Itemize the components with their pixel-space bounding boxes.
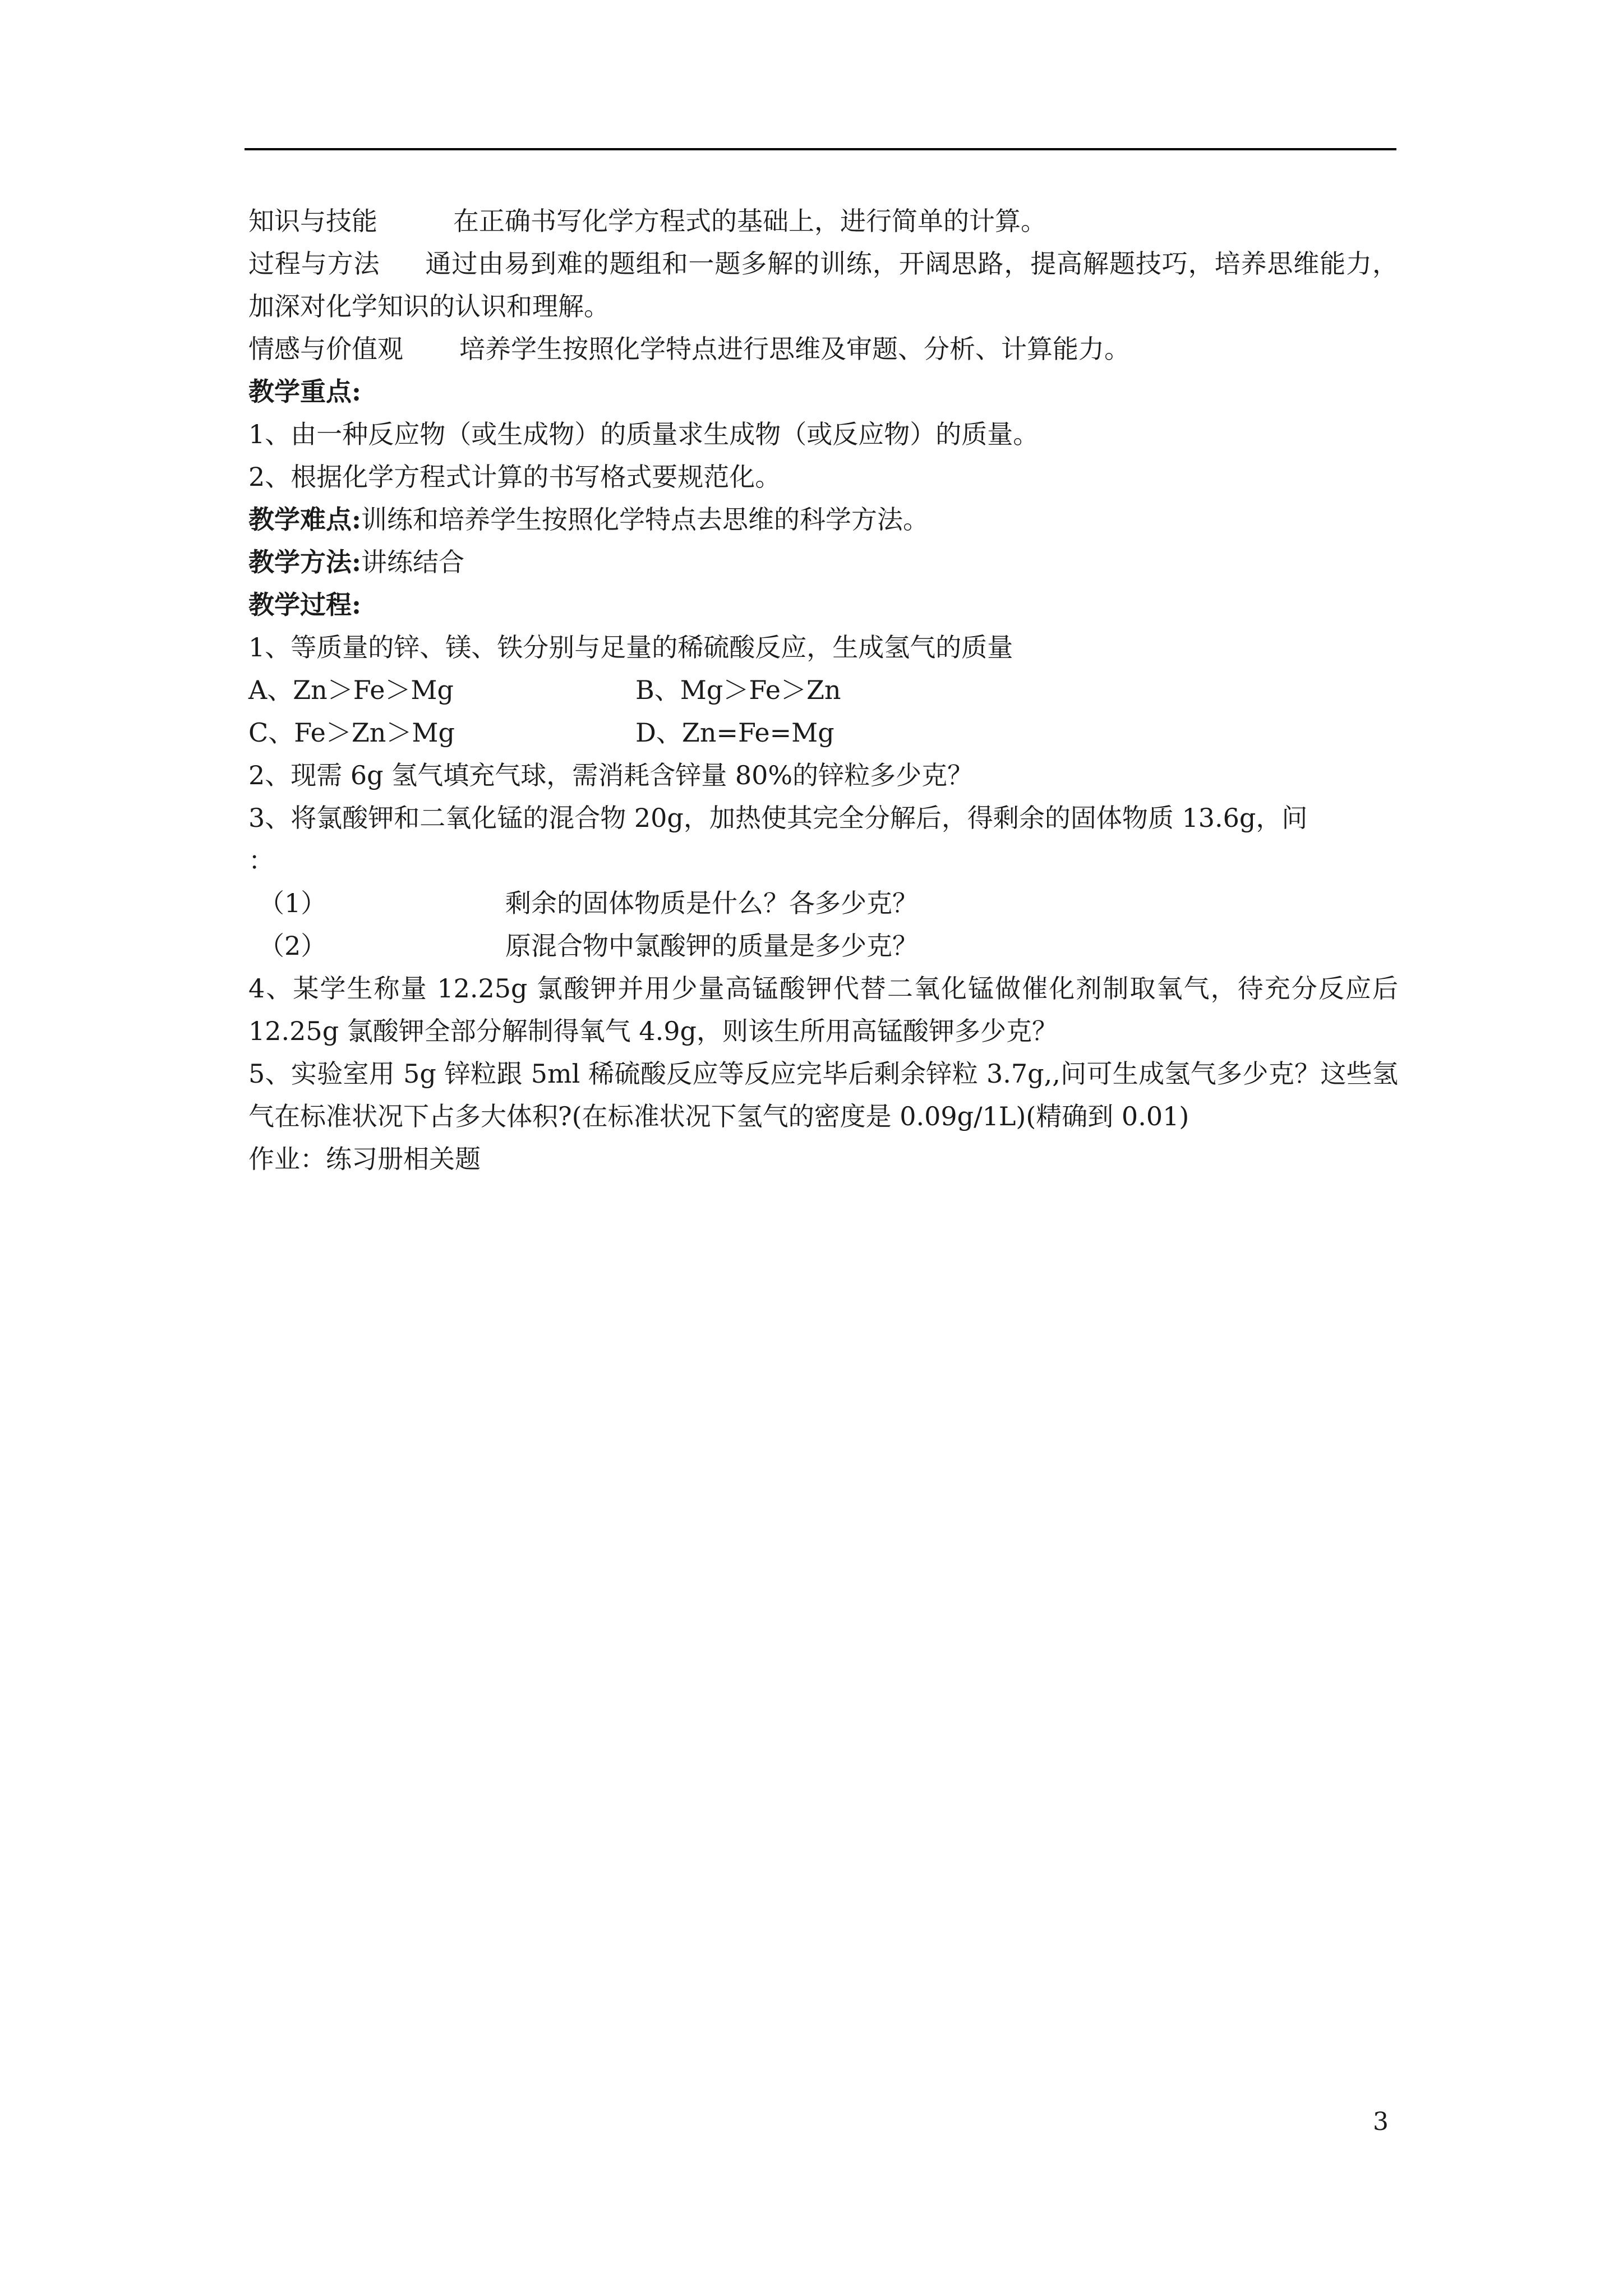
question-1-options-cd bbox=[248, 711, 1398, 754]
process-text: 通过由易到难的题组和一题多解的训练，开阔思路，提高解题技巧，培养思维能力，加深对化学知识的认识和理解。 bbox=[248, 249, 1399, 321]
question-3-sub-2 bbox=[248, 924, 1398, 967]
knowledge-label: 知识与技能 bbox=[248, 206, 377, 236]
objective-emotion bbox=[248, 328, 1398, 370]
document-body bbox=[248, 200, 1398, 1180]
question-3-sub-1 bbox=[248, 882, 1398, 924]
difficulty-text: 训练和培养学生按照化学特点去思维的科学方法。 bbox=[361, 504, 929, 535]
objective-knowledge bbox=[248, 200, 1398, 242]
question-3-colon: ： bbox=[248, 845, 274, 876]
key-points-heading: 教学重点: bbox=[248, 376, 361, 407]
sub-1-number: （1） bbox=[259, 888, 327, 918]
method-text: 讲练结合 bbox=[361, 547, 464, 577]
process-heading: 教学过程: bbox=[248, 590, 361, 620]
objective-process bbox=[248, 242, 1398, 328]
question-2: 2、现需 6g 氢气填充气球，需消耗含锌量 80%的锌粒多少克？ bbox=[248, 760, 974, 790]
difficulty-label: 教学难点: bbox=[248, 504, 361, 535]
emotion-text: 培养学生按照化学特点进行思维及审题、分析、计算能力。 bbox=[459, 334, 1130, 364]
process-label: 过程与方法 bbox=[248, 249, 380, 279]
option-c: C、Fe＞Zn＞Mg bbox=[248, 717, 455, 748]
sub-2-text: 原混合物中氯酸钾的质量是多少克？ bbox=[505, 931, 918, 961]
option-d: D、Zn=Fe=Mg bbox=[635, 717, 834, 748]
method-label: 教学方法: bbox=[248, 547, 361, 577]
question-1-options-ab bbox=[248, 669, 1398, 711]
method-line bbox=[248, 541, 1398, 583]
page-number: 3 bbox=[1373, 2108, 1389, 2136]
key-point-2: 2、根据化学方程式计算的书写格式要规范化。 bbox=[248, 462, 781, 492]
question-5: 5、实验室用 5g 锌粒跟 5ml 稀硫酸反应等反应完毕后剩余锌粒 3.7g,,问可生成氢气多少克？这些氢气在标准状况下占多大体积?(在标准状况下氢气的密度是 0.09g/1L)(精确到 0.01) bbox=[248, 1059, 1398, 1131]
question-1: 1、等质量的锌、镁、铁分别与足量的稀硫酸反应，生成氢气的质量 bbox=[248, 632, 1013, 662]
knowledge-text: 在正确书写化学方程式的基础上，进行简单的计算。 bbox=[453, 206, 1046, 236]
key-point-1: 1、由一种反应物（或生成物）的质量求生成物（或反应物）的质量。 bbox=[248, 419, 1039, 449]
option-b: B、Mg＞Fe＞Zn bbox=[635, 675, 841, 705]
header-rule bbox=[245, 148, 1396, 150]
difficulty-line bbox=[248, 498, 1398, 541]
option-a: A、Zn＞Fe＞Mg bbox=[248, 675, 454, 705]
sub-1-text: 剩余的固体物质是什么？各多少克？ bbox=[505, 888, 918, 918]
homework: 作业：练习册相关题 bbox=[248, 1144, 481, 1174]
question-4: 4、某学生称量 12.25g 氯酸钾并用少量高锰酸钾代替二氧化锰做催化剂制取氧气，待充分反应后 12.25g 氯酸钾全部分解制得氧气 4.9g，则该生所用高锰酸钾多少克？ bbox=[248, 973, 1398, 1046]
emotion-label: 情感与价值观 bbox=[248, 334, 403, 364]
sub-2-number: （2） bbox=[259, 931, 327, 961]
question-3: 3、将氯酸钾和二氧化锰的混合物 20g，加热使其完全分解后，得剩余的固体物质 13.6g，问 bbox=[248, 803, 1308, 833]
